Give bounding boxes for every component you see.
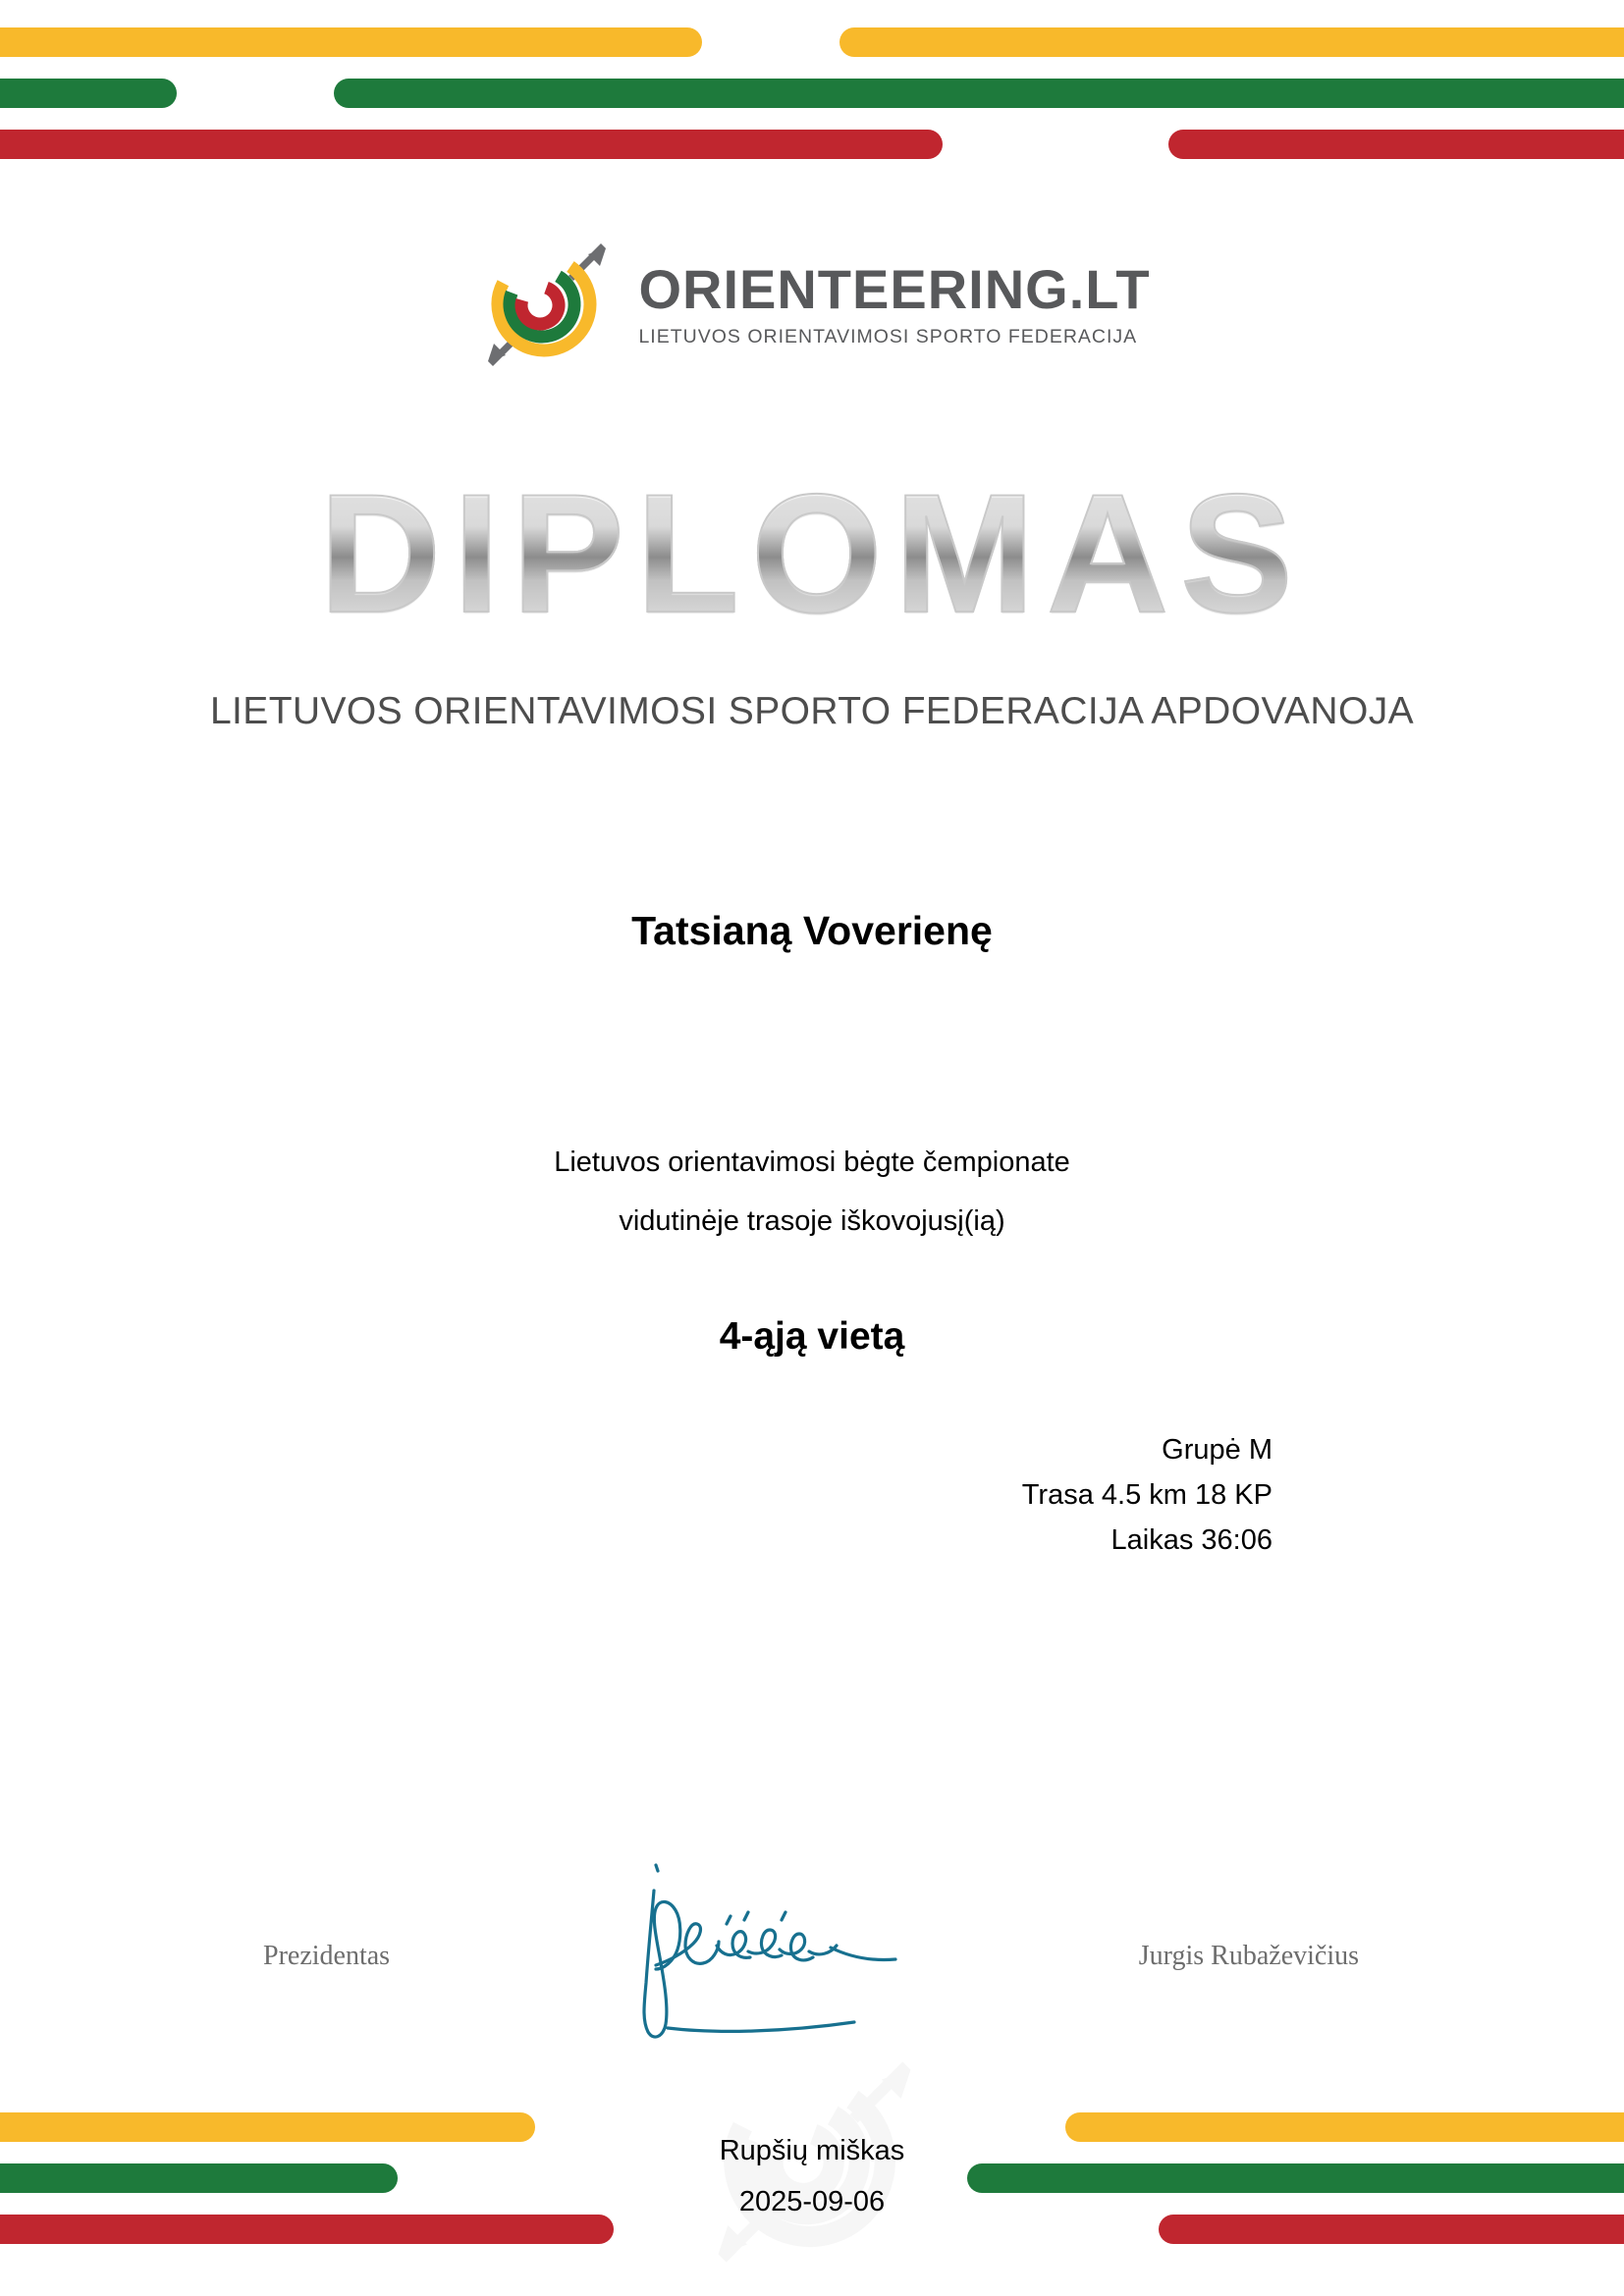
event-line-1: Lietuvos orientavimosi bėgte čempionate — [554, 1147, 1070, 1178]
federation-logo — [0, 234, 1624, 376]
signature-image — [609, 1855, 1021, 2052]
detail-group: Grupė M — [1162, 1434, 1272, 1466]
awarded-by-text: LIETUVOS ORIENTAVIMOSI SPORTO FEDERACIJA APDOVANOJA — [209, 690, 1415, 732]
decor-bar-green-top-right — [334, 79, 1624, 108]
decor-bar-green-top-left — [0, 79, 177, 108]
footer-location: Rupšių miškas — [719, 2135, 905, 2166]
decor-bar-yellow-top-right — [839, 27, 1624, 57]
decor-bar-yellow-top-left — [0, 27, 702, 57]
place-awarded: 4-ąją vietą — [719, 1315, 905, 1358]
decor-bar-red-top-right — [1168, 130, 1624, 159]
event-line-2: vidutinėje trasoje iškovojusį(ią) — [619, 1205, 1005, 1237]
decor-bar-yellow-bottom-left — [0, 2112, 535, 2142]
decor-bar-green-bottom-right — [967, 2163, 1624, 2193]
logo-subtitle: LIETUVOS ORIENTAVIMOSI SPORTO FEDERACIJA — [638, 325, 1138, 347]
footer-date: 2025-09-06 — [738, 2186, 886, 2217]
signature-row — [0, 1890, 1624, 2007]
orienteering-compass-icon — [473, 234, 621, 376]
detail-course: Trasa 4.5 km 18 KP — [1021, 1478, 1272, 1511]
decor-bar-yellow-bottom-right — [1065, 2112, 1624, 2142]
signature-role-label: Prezidentas — [263, 1941, 391, 1971]
decor-bar-red-bottom-right — [1159, 2215, 1624, 2244]
result-details — [0, 1428, 1624, 1563]
detail-time: Laikas 36:06 — [1110, 1523, 1272, 1556]
decor-bar-green-bottom-left — [0, 2163, 398, 2193]
recipient-name: Tatsianą Voverienę — [631, 908, 993, 953]
page-title: DIPLOMAS — [0, 469, 1624, 638]
decor-bar-red-top-left — [0, 130, 943, 159]
decor-bar-red-bottom-left — [0, 2215, 614, 2244]
signature-person-name: Jurgis Rubaževičius — [1138, 1941, 1359, 1971]
logo-wordmark: ORIENTEERING.LT — [638, 257, 1151, 320]
